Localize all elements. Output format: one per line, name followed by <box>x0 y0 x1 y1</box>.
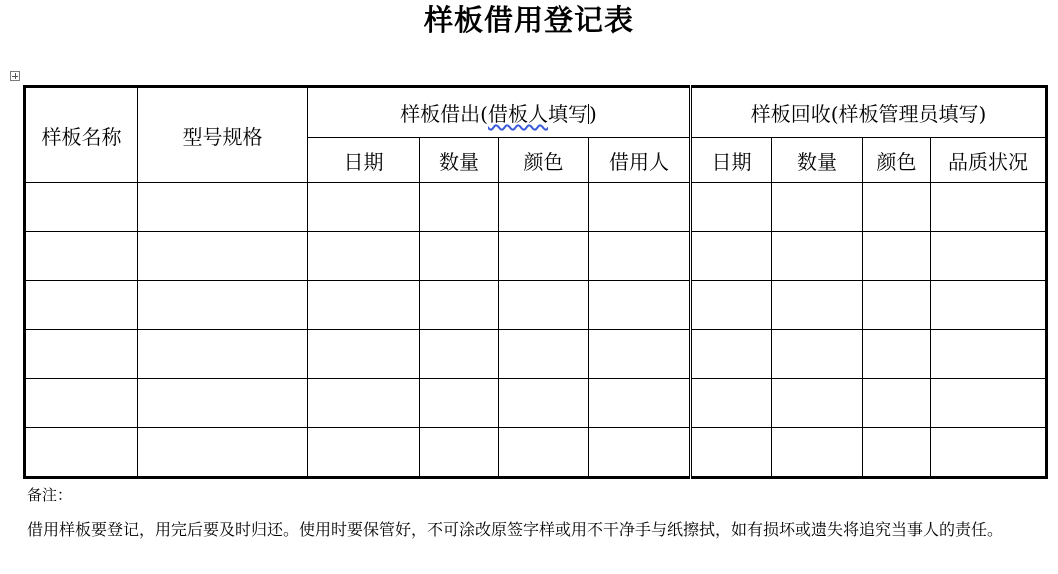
lend-close: ) <box>589 102 597 126</box>
header-lend-color: 颜色 <box>499 138 589 183</box>
table-cell[interactable] <box>772 428 863 478</box>
table-cell[interactable] <box>308 379 420 428</box>
header-model-spec: 型号规格 <box>138 87 308 183</box>
table-cell[interactable] <box>589 281 691 330</box>
header-return-quantity: 数量 <box>772 138 863 183</box>
table-cell[interactable] <box>308 428 420 478</box>
table-row <box>25 281 1047 330</box>
table-cell[interactable] <box>691 183 772 232</box>
table-cell[interactable] <box>308 183 420 232</box>
table-cell[interactable] <box>691 428 772 478</box>
table-cell[interactable] <box>138 428 308 478</box>
table-cell[interactable] <box>589 379 691 428</box>
table-cell[interactable] <box>863 428 931 478</box>
table-cell[interactable] <box>138 379 308 428</box>
table-cell[interactable] <box>499 428 589 478</box>
table-move-handle-icon[interactable] <box>10 71 20 81</box>
table-row <box>25 330 1047 379</box>
table-cell[interactable] <box>691 281 772 330</box>
table-cell[interactable] <box>25 232 138 281</box>
header-group-return: 样板回收(样板管理员填写) <box>691 87 1047 138</box>
table-cell[interactable] <box>25 379 138 428</box>
header-lend-borrower: 借用人 <box>589 138 691 183</box>
table-cell[interactable] <box>138 183 308 232</box>
table-cell[interactable] <box>25 183 138 232</box>
table-cell[interactable] <box>772 232 863 281</box>
table-cell[interactable] <box>772 183 863 232</box>
table-cell[interactable] <box>499 232 589 281</box>
table-cell[interactable] <box>420 379 499 428</box>
table-cell[interactable] <box>589 183 691 232</box>
spell-check-underline: 借板人 <box>488 102 548 126</box>
table-cell[interactable] <box>25 330 138 379</box>
table-row <box>25 379 1047 428</box>
table-cell[interactable] <box>931 183 1047 232</box>
table-cell[interactable] <box>308 232 420 281</box>
table-cell[interactable] <box>931 379 1047 428</box>
table-cell[interactable] <box>499 281 589 330</box>
header-lend-date: 日期 <box>308 138 420 183</box>
table-cell[interactable] <box>138 281 308 330</box>
header-group-lend <box>308 87 691 138</box>
table-cell[interactable] <box>863 330 931 379</box>
table-cell[interactable] <box>931 330 1047 379</box>
table-cell[interactable] <box>499 379 589 428</box>
table-cell[interactable] <box>691 232 772 281</box>
table-cell[interactable] <box>589 330 691 379</box>
borrow-register-table <box>23 85 1048 479</box>
table-cell[interactable] <box>499 183 589 232</box>
table-cell[interactable] <box>589 428 691 478</box>
table-cell[interactable] <box>308 330 420 379</box>
table-cell[interactable] <box>691 330 772 379</box>
header-return-quality: 品质状况 <box>931 138 1047 183</box>
table-cell[interactable] <box>589 232 691 281</box>
table-cell[interactable] <box>863 281 931 330</box>
table-cell[interactable] <box>25 281 138 330</box>
notes-label: 备注： <box>27 486 73 504</box>
header-return-color: 颜色 <box>863 138 931 183</box>
table-cell[interactable] <box>138 330 308 379</box>
table-cell[interactable] <box>138 232 308 281</box>
table-cell[interactable] <box>499 330 589 379</box>
notes-text: 借用样板要登记，用完后要及时归还。使用时要保管好，不可涂改原签字样或用不干净手与纸擦拭，如有损坏或遗失将追究当事人的责任。 <box>27 520 1004 539</box>
header-lend-quantity: 数量 <box>420 138 499 183</box>
table-cell[interactable] <box>420 183 499 232</box>
table-row <box>25 428 1047 478</box>
table-cell[interactable] <box>420 232 499 281</box>
table-row <box>25 232 1047 281</box>
lend-prefix: 样板借出( <box>400 102 488 126</box>
header-sample-name: 样板名称 <box>25 87 138 183</box>
table-cell[interactable] <box>691 379 772 428</box>
table-body <box>25 183 1047 478</box>
header-return-date: 日期 <box>691 138 772 183</box>
table-cell[interactable] <box>863 183 931 232</box>
table-cell[interactable] <box>772 281 863 330</box>
page-title: 样板借用登记表 <box>423 3 634 37</box>
table-cell[interactable] <box>772 379 863 428</box>
table-cell[interactable] <box>420 330 499 379</box>
table-cell[interactable] <box>931 232 1047 281</box>
table-row <box>25 183 1047 232</box>
table-cell[interactable] <box>420 428 499 478</box>
table-cell[interactable] <box>308 281 420 330</box>
table-cell[interactable] <box>863 232 931 281</box>
table-cell[interactable] <box>931 281 1047 330</box>
table-cell[interactable] <box>25 428 138 478</box>
table-cell[interactable] <box>931 428 1047 478</box>
table-cell[interactable] <box>863 379 931 428</box>
lend-suffix: 填写 <box>548 102 588 126</box>
table-cell[interactable] <box>772 330 863 379</box>
table-cell[interactable] <box>420 281 499 330</box>
